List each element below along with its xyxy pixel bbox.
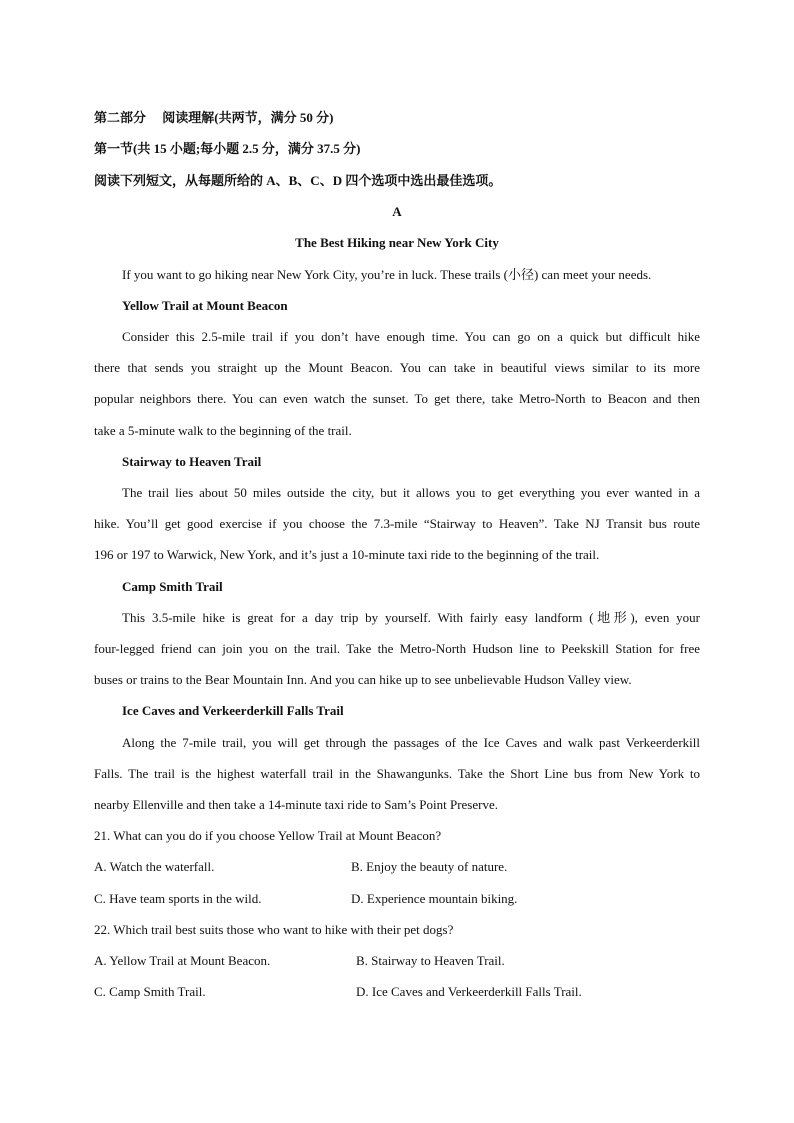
question-22-option-b: B. Stairway to Heaven Trail.: [356, 953, 505, 968]
passage-letter: A: [392, 204, 402, 219]
paragraph-line: nearby Ellenville and then take a 14-minute taxi ride to Sam’s Point Preserve.: [94, 797, 498, 812]
section-heading-camp-smith-trail: Camp Smith Trail: [122, 579, 223, 594]
paragraph-line: Along the 7-mile trail, you will get through the passages of the Ice Caves and walk past Verkeerderkill: [122, 735, 700, 750]
question-22-option-d: D. Ice Caves and Verkeerderkill Falls Trail.: [356, 984, 582, 999]
question-22-option-c: C. Camp Smith Trail.: [94, 984, 206, 999]
question-stem-21: 21. What can you do if you choose Yellow Trail at Mount Beacon?: [94, 828, 442, 843]
paragraph-line: hike. You’ll get good exercise if you choose the 7.3-mile “Stairway to Heaven”. Take NJ Transit bus route: [94, 516, 700, 531]
section-heading-yellow-trail: Yellow Trail at Mount Beacon: [122, 298, 288, 313]
section-heading-stairway-trail: Stairway to Heaven Trail: [122, 454, 262, 469]
paragraph-line: there that sends you straight up the Mount Beacon. You can take in beautiful views similar to its more: [94, 360, 700, 375]
section-heading: 第一节(共 15 小题;每小题 2.5 分，满分 37.5 分): [94, 141, 361, 156]
instruction: 阅读下列短文，从每题所给的 A、B、C、D 四个选项中选出最佳选项。: [94, 173, 502, 188]
paragraph-line: The trail lies about 50 miles outside the city, but it allows you to get everything you ever wanted in a: [122, 485, 700, 500]
question-21-option-c: C. Have team sports in the wild.: [94, 891, 262, 906]
paragraph-line: This 3.5-mile hike is great for a day trip by yourself. With fairly easy landform (地形), even your: [122, 610, 700, 625]
paragraph-line: Consider this 2.5-mile trail if you don’t have enough time. You can go on a quick but difficult hike: [122, 329, 700, 344]
question-22-option-a: A. Yellow Trail at Mount Beacon.: [94, 953, 271, 968]
paragraph-line: take a 5-minute walk to the beginning of the trail.: [94, 423, 352, 438]
passage-title: The Best Hiking near New York City: [295, 235, 499, 250]
section-heading-ice-caves-trail: Ice Caves and Verkeerderkill Falls Trail: [122, 703, 344, 718]
question-stem-22: 22. Which trail best suits those who want to hike with their pet dogs?: [94, 922, 454, 937]
question-21-option-b: B. Enjoy the beauty of nature.: [351, 859, 508, 874]
paragraph-line: Falls. The trail is the highest waterfall trail in the Shawangunks. Take the Short Line bus from New York to: [94, 766, 700, 781]
passage-intro: If you want to go hiking near New York City, you’re in luck. These trails (小径) can meet your needs.: [122, 267, 652, 282]
paragraph-line: four-legged friend can join you on the trail. Take the Metro-North Hudson line to Peekskill Station for free: [94, 641, 700, 656]
question-21-option-a: A. Watch the waterfall.: [94, 859, 215, 874]
paragraph-line: 196 or 197 to Warwick, New York, and it’s just a 10-minute taxi ride to the beginning of the trail.: [94, 547, 600, 562]
paragraph-line: popular neighbors there. You can even watch the sunset. To get there, take Metro-North to Beacon and then: [94, 391, 700, 406]
part-heading: 第二部分 阅读理解(共两节，满分 50 分): [94, 110, 334, 125]
question-21-option-d: D. Experience mountain biking.: [351, 891, 518, 906]
paragraph-line: buses or trains to the Bear Mountain Inn. And you can hike up to see unbelievable Hudson Valley view.: [94, 672, 632, 687]
